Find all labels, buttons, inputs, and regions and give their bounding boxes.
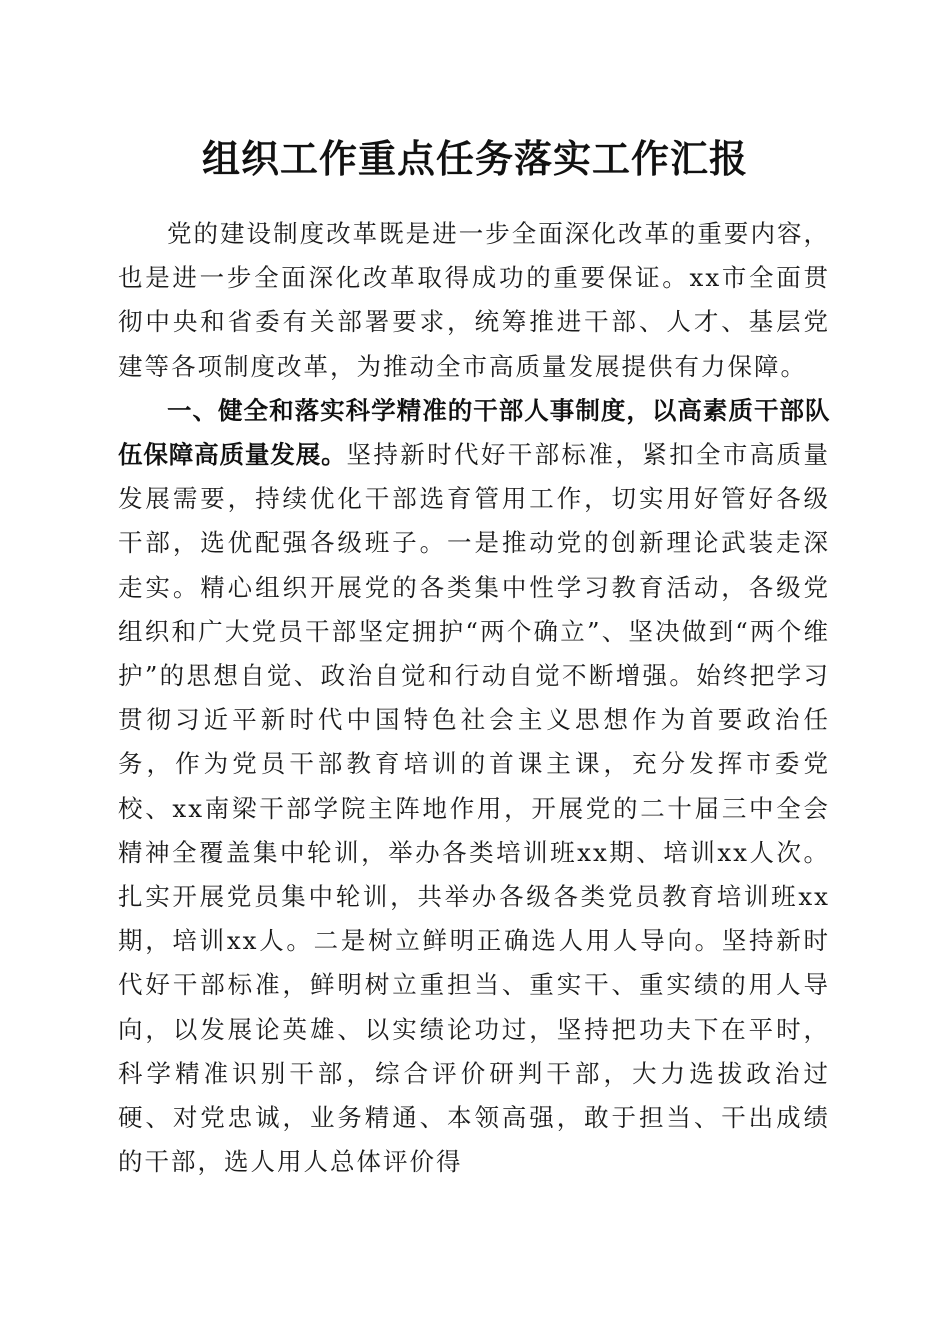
document-body (118, 212, 830, 1184)
document-title: 组织工作重点任务落实工作汇报 (201, 136, 748, 181)
section-1-paragraph (118, 389, 830, 1185)
section-1-body: 坚持新时代好干部标准，紧扣全市高质量发展需要，持续优化干部选育管用工作，切实用好管好各级干部，选优配强各级班子。一是推动党的创新理论武装走深走实。精心组织开展党的各类集中性学习教育活动，各级党组织和广大党员干部坚定拥护“两个确立”、坚决做到“两个维护”的思想自觉、政治自觉和行动自觉不断增强。始终把学习贯彻习近平新时代中国特色社会主义思想作为首要政治任务，作为党员干部教育培训的首课主课，充分发挥市委党校、xx南梁干部学院主阵地作用，开展党的二十届三中全会精神全覆盖集中轮训，举办各类培训班xx期、培训xx人次。扎实开展党员集中轮训，共举办各级各类党员教育培训班xx期，培训xx人。二是树立鲜明正确选人用人导向。坚持新时代好干部标准，鲜明树立重担当、重实干、重实绩的用人导向，以发展论英雄、以实绩论功过，坚持把功夫下在平时，科学精准识别干部，综合评价研判干部，大力选拔政治过硬、对党忠诚，业务精通、本领高强，敢于担当、干出成绩的干部，选人用人总体评价得 (118, 440, 831, 1177)
section-1-heading: 一、健全和落实科学精准的干部人事制度，以高素质干部队伍保障高质量发展。 (118, 395, 830, 470)
intro-paragraph: 党的建设制度改革既是进一步全面深化改革的重要内容，也是进一步全面深化改革取得成功的重要保证。xx市全面贯彻中央和省委有关部署要求，统筹推进干部、人才、基层党建等各项制度改革，为推动全市高质量发展提供有力保障。 (118, 219, 830, 381)
